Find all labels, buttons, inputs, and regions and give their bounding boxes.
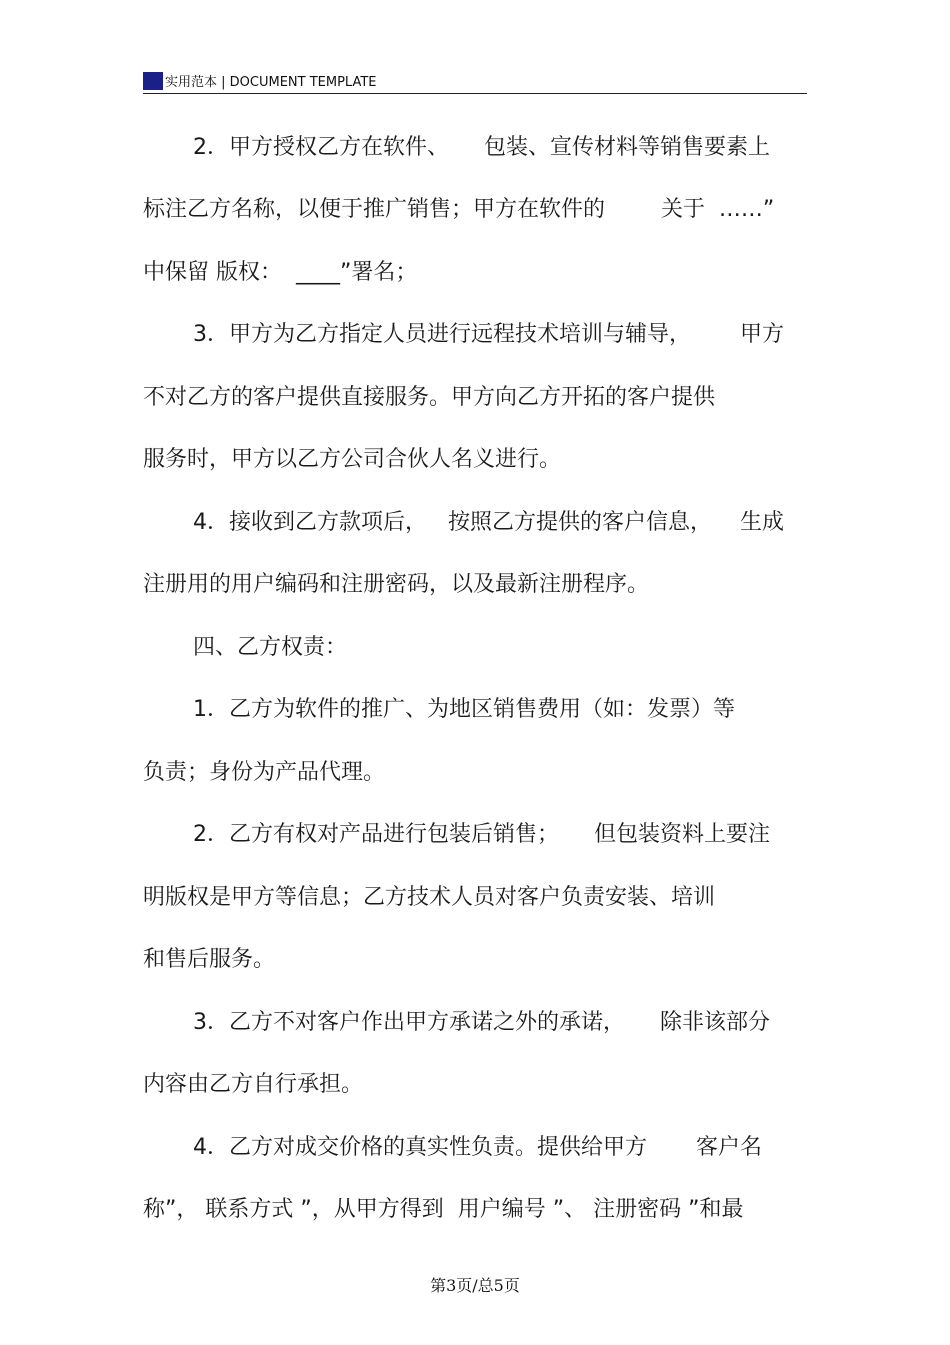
body-line: 2．乙方有权对产品进行包装后销售； 但包装资料上要注 — [193, 822, 770, 847]
body-line: 不对乙方的客户提供直接服务。甲方向乙方开拓的客户提供 — [143, 385, 716, 410]
body-line: 4．乙方对成交价格的真实性负责。提供给甲方 客户名 — [193, 1135, 762, 1160]
body-line: 中保留 版权： ____”署名； — [143, 260, 418, 285]
body-line: 4．接收到乙方款项后， 按照乙方提供的客户信息， 生成 — [193, 510, 784, 535]
header-title: 实用范本 | DOCUMENT TEMPLATE — [165, 75, 377, 90]
body-line: 服务时，甲方以乙方公司合伙人名义进行。 — [143, 447, 562, 472]
body-line: 明版权是甲方等信息；乙方技术人员对客户负责安装、培训 — [143, 885, 716, 910]
body-line: 和售后服务。 — [143, 947, 276, 972]
document-header — [143, 70, 807, 92]
body-line: 1．乙方为软件的推广、为地区销售费用（如：发票）等 — [193, 697, 735, 722]
header-divider — [143, 93, 807, 94]
section-heading: 四、乙方权责： — [193, 635, 348, 660]
body-line: 称”， 联系方式 ”，从甲方得到 用户编号 ”、 注册密码 ”和最 — [143, 1197, 744, 1222]
body-line: 3．乙方不对客户作出甲方承诺之外的承诺， 除非该部分 — [193, 1010, 770, 1035]
body-line: 内容由乙方自行承担。 — [143, 1072, 364, 1097]
header-logo-mark — [143, 72, 163, 90]
page-number: 第3页/总5页 — [430, 1276, 520, 1295]
body-line: 注册用的用户编码和注册密码，以及最新注册程序。 — [143, 572, 650, 597]
body-line: 2．甲方授权乙方在软件、 包装、宣传材料等销售要素上 — [193, 135, 770, 160]
body-line: 标注乙方名称，以便于推广销售；甲方在软件的 关于 ……” — [143, 197, 775, 222]
body-line: 负责；身份为产品代理。 — [143, 760, 386, 785]
body-line: 3．甲方为乙方指定人员进行远程技术培训与辅导， 甲方 — [193, 322, 784, 347]
